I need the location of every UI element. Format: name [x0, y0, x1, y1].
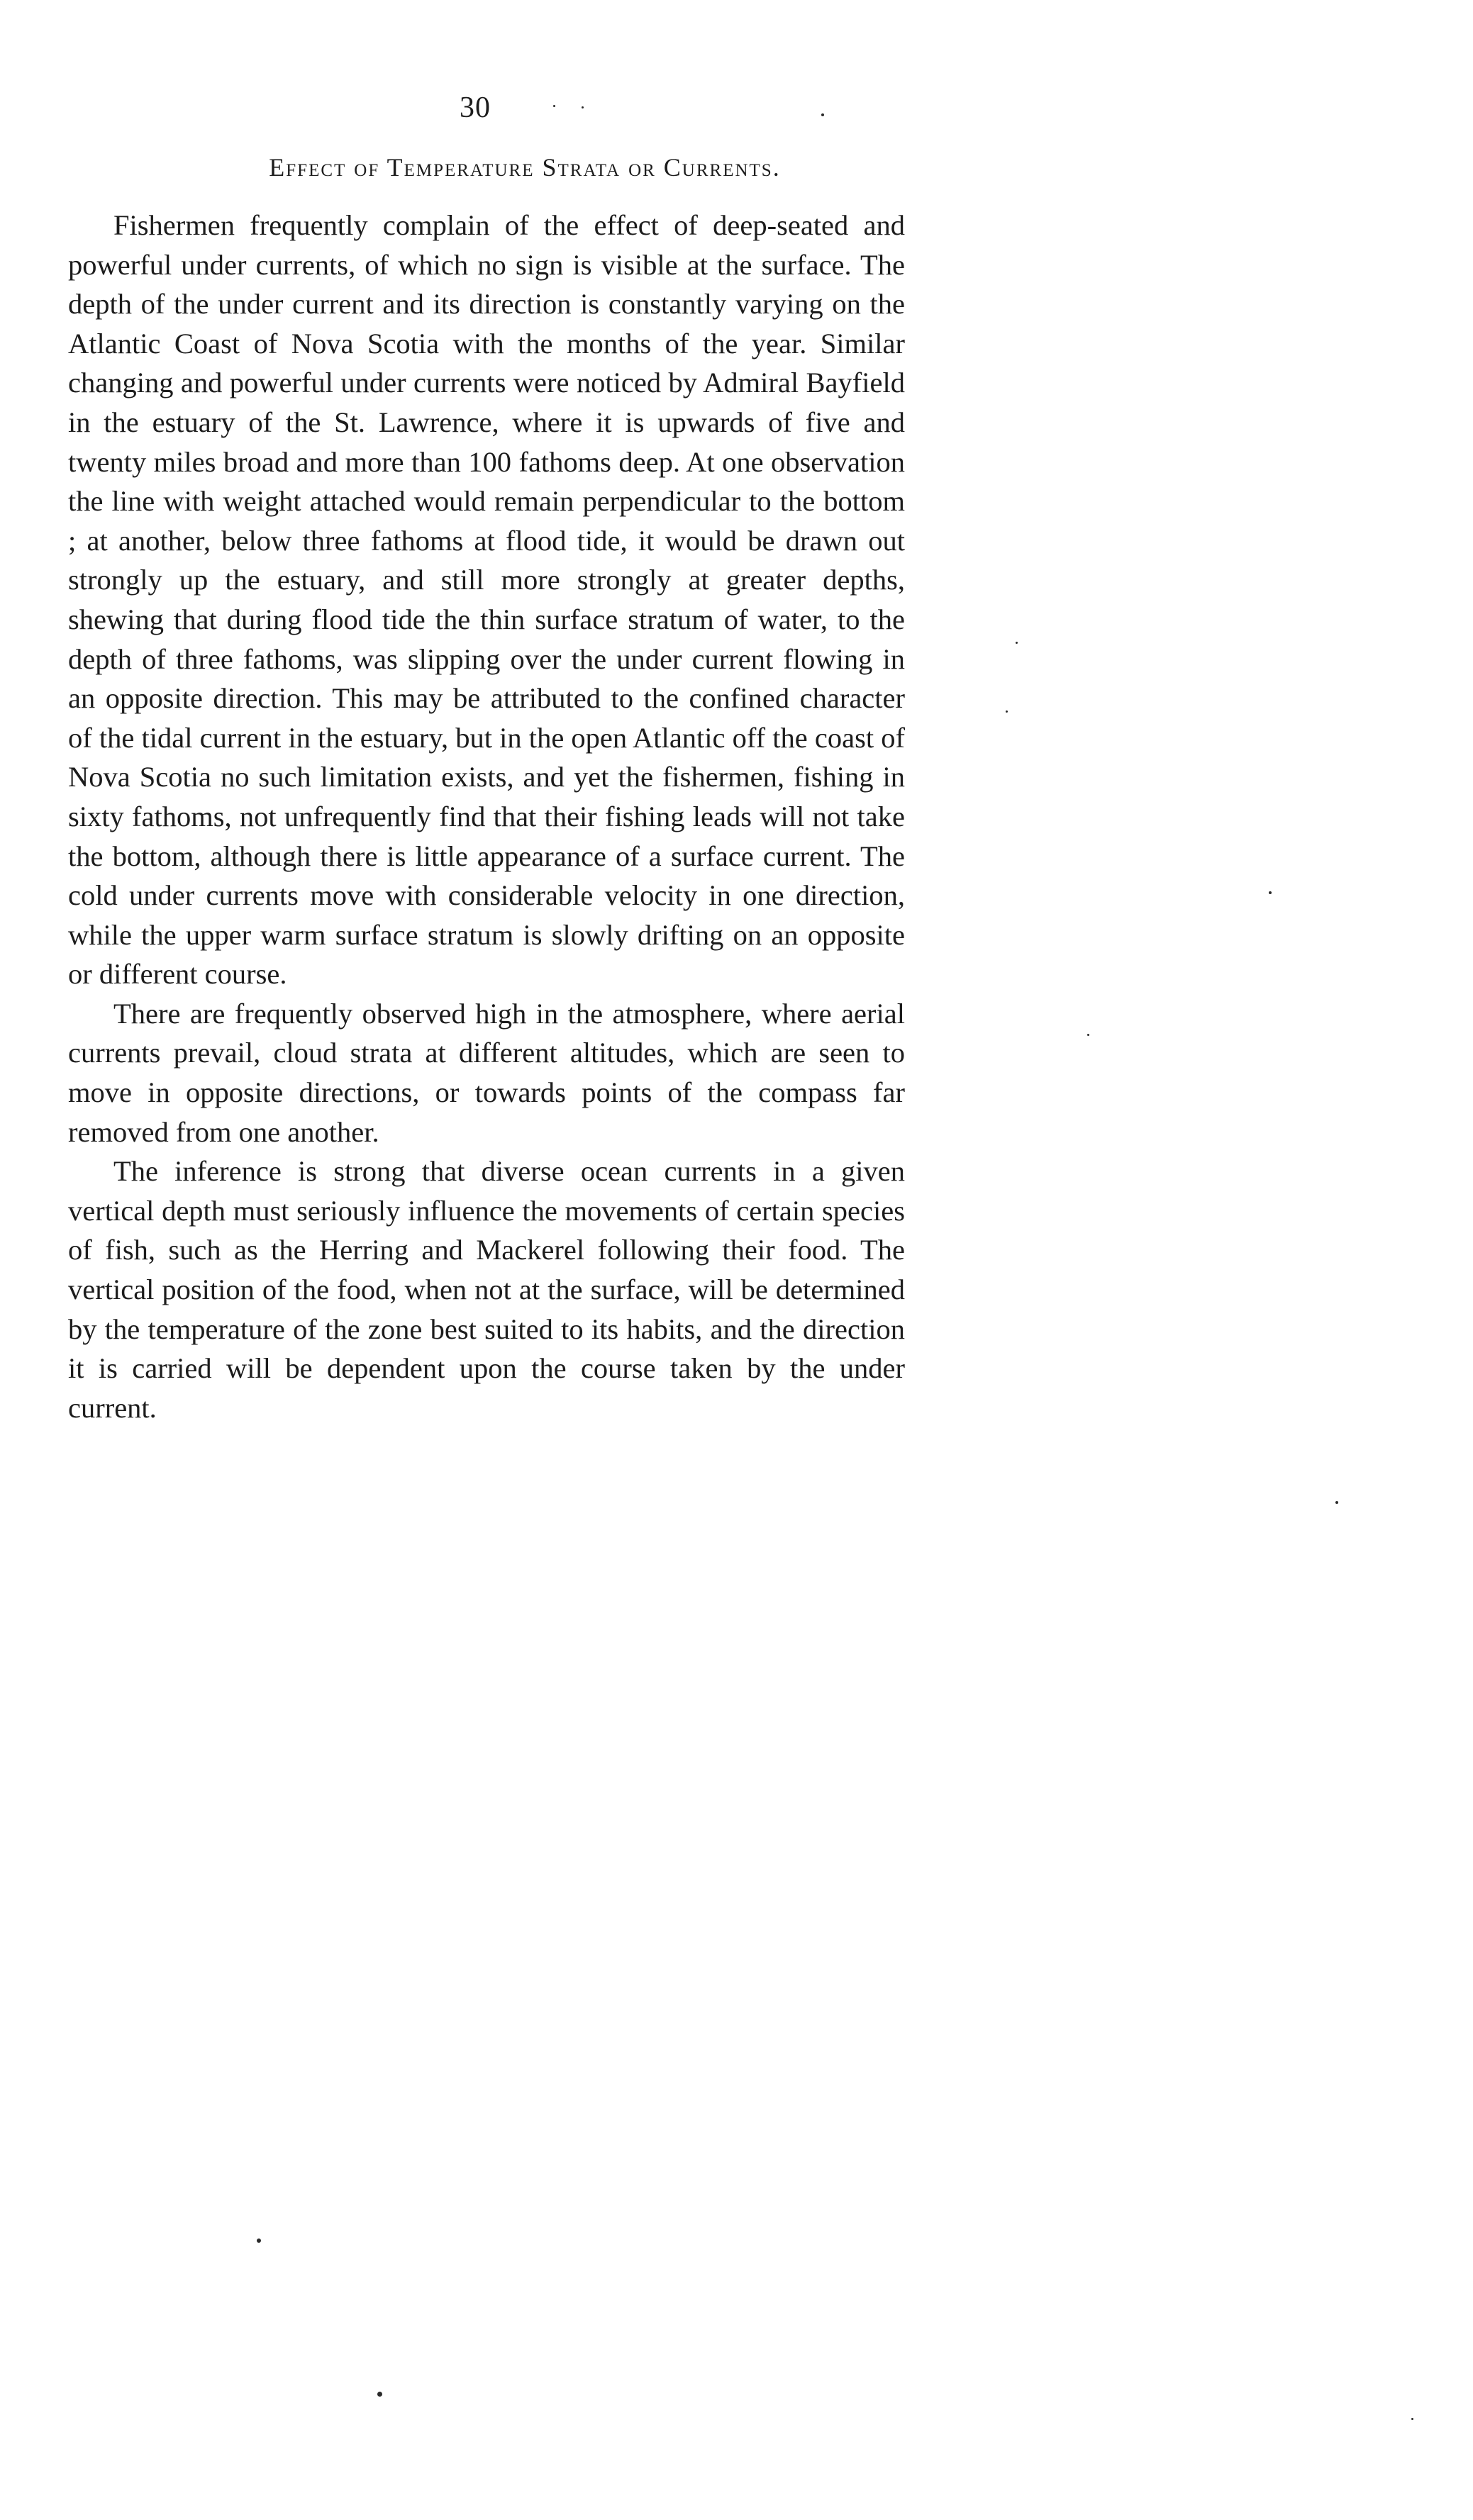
page-heading: Effect of Temperature Strata or Currents. [269, 153, 781, 182]
speck [1269, 891, 1272, 894]
body-text [68, 206, 905, 1427]
speck [1087, 1034, 1089, 1036]
page-number: 30 [460, 91, 491, 124]
speck [553, 105, 555, 107]
speck [377, 2392, 382, 2397]
paragraph-3: The inference is strong that diverse ocean currents in a given vertical depth must seriously influence the movements of certain species of fish, such as the Herring and Mackerel following their food. The vertical position of the food, when not at the surface, will be determined by the temperature of the zone best suited to its habits, and the direction it is carried will be dependent upon the course taken by the under current. [68, 1155, 905, 1424]
speck [1006, 710, 1008, 713]
speck [257, 2239, 261, 2243]
paragraph-2: There are frequently observed high in the atmosphere, where aerial currents prevail, cloud strata at different altitudes, which are seen to move in opposite directions, or towards points of the compass far removed from one another. [68, 997, 905, 1148]
speck [821, 113, 824, 116]
paragraph-1: Fishermen frequently complain of the effect of deep-seated and powerful under currents, of which no sign is visible at the surface. The depth of the under current and its direction is constantly varying on the Atlantic Coast of Nova Scotia with the months of the year. Similar changing and powerful under currents were noticed by Admiral Bayfield in the estuary of the St. Lawrence, where it is upwards of five and twenty miles broad and more than 100 fathoms deep. At one observation the line with weight attached would remain perpendicular to the bottom ; at another, below three fathoms at flood tide, it would be drawn out strongly up the estuary, and still more strongly at greater depths, shewing that during flood tide the thin surface stratum of water, to the depth of three fathoms, was slipping over the under current flowing in an opposite direction. This may be attributed to the confined character of the tidal current in the estuary, but in the open Atlantic off the coast of Nova Scotia no such limitation exists, and yet the fishermen, fishing in sixty fathoms, not unfrequently find that their fishing leads will not take the bottom, although there is little appearance of a surface current. The cold under currents move with considerable velocity in one direction, while the upper warm surface stratum is slowly drifting on an opposite or different course. [68, 209, 905, 991]
speck [1411, 2418, 1413, 2420]
speck [1335, 1501, 1338, 1504]
speck [1016, 642, 1018, 644]
speck [582, 106, 584, 108]
